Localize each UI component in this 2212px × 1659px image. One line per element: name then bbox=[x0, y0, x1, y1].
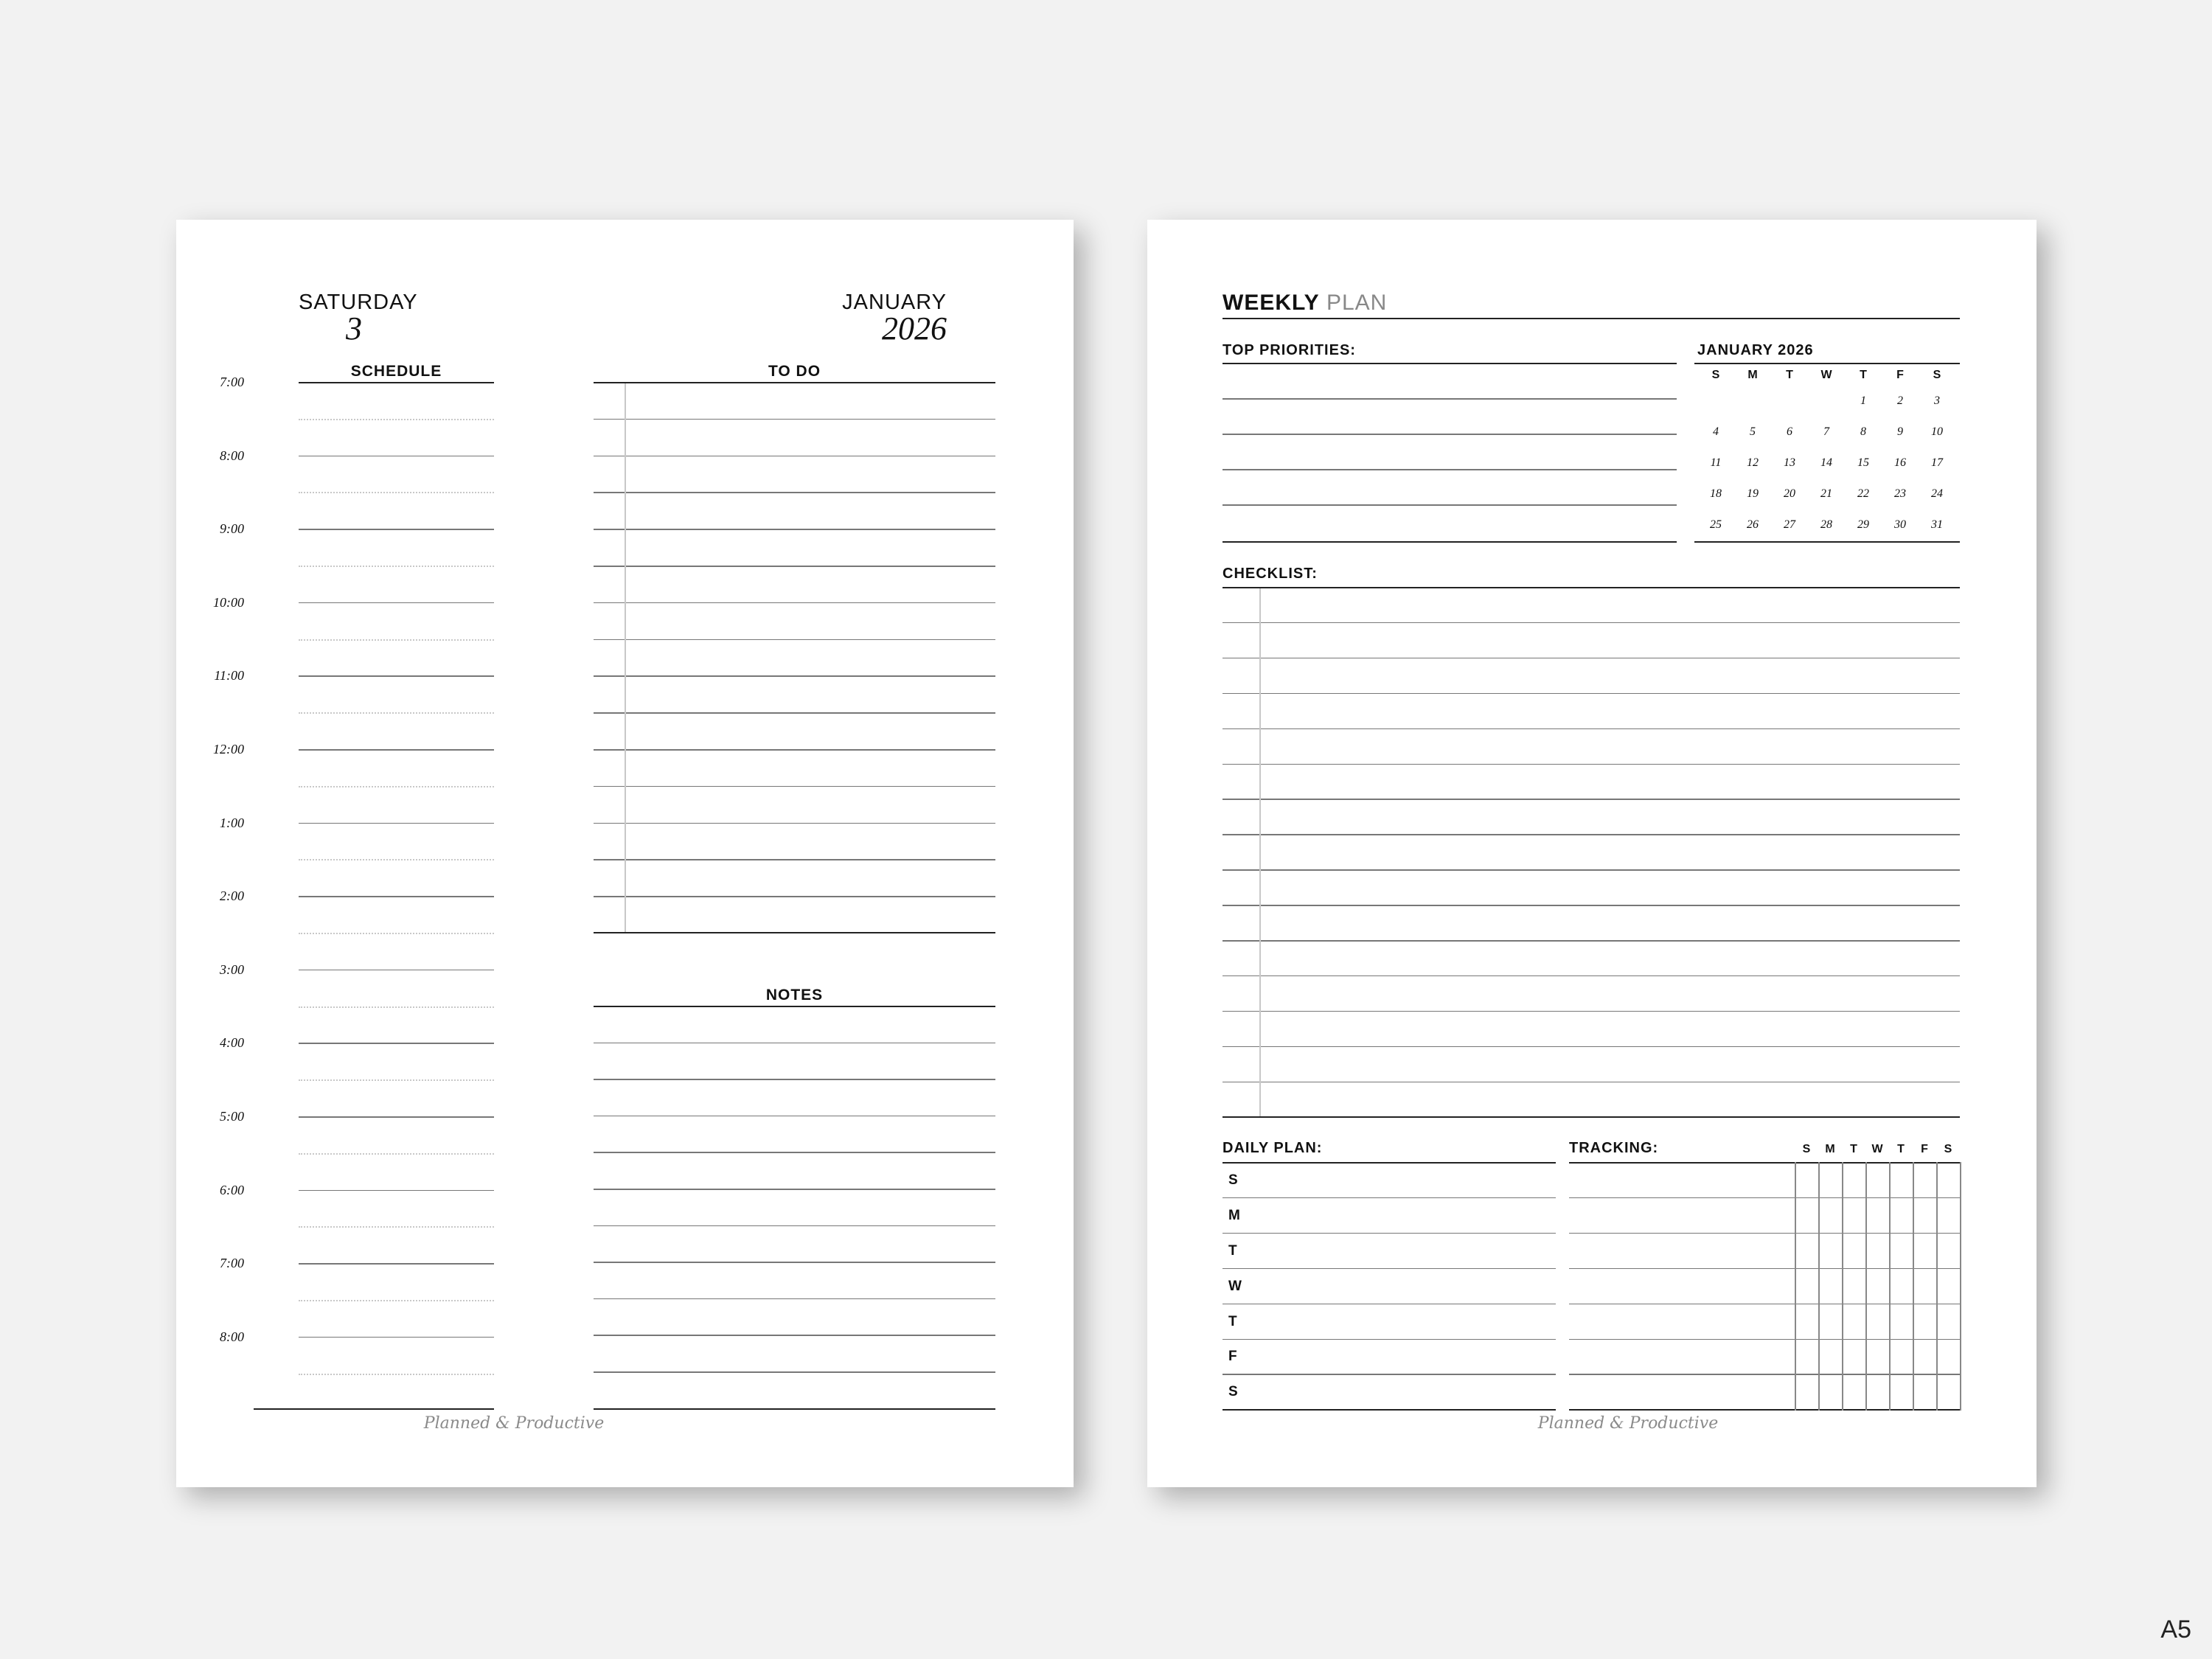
calendar-day: 14 bbox=[1820, 456, 1832, 469]
calendar-weekday-header: F bbox=[1896, 369, 1904, 381]
schedule-half-line bbox=[299, 1300, 494, 1301]
todo-line bbox=[594, 712, 995, 714]
title-rule bbox=[1222, 318, 1960, 319]
calendar-weekday-header: T bbox=[1860, 369, 1867, 381]
tracking-grid-column bbox=[1960, 1162, 1961, 1411]
calendar-day: 16 bbox=[1894, 456, 1906, 469]
tracking-line bbox=[1569, 1374, 1960, 1375]
calendar-day: 31 bbox=[1931, 518, 1943, 531]
schedule-hour-line bbox=[299, 1190, 494, 1192]
notes-line bbox=[594, 1116, 995, 1117]
todo-line bbox=[594, 896, 995, 897]
todo-heading: TO DO bbox=[768, 363, 821, 380]
tracking-weekday-header: S bbox=[1802, 1143, 1811, 1155]
daily-plan-day: M bbox=[1228, 1207, 1240, 1223]
calendar-day: 17 bbox=[1931, 456, 1943, 469]
calendar-day: 21 bbox=[1820, 487, 1832, 500]
tracking-line bbox=[1569, 1409, 1960, 1411]
calendar-day: 24 bbox=[1931, 487, 1943, 500]
calendar-day: 27 bbox=[1784, 518, 1795, 531]
checklist-top-rule bbox=[1222, 587, 1960, 588]
checklist-line bbox=[1222, 905, 1960, 906]
checklist-line bbox=[1222, 940, 1960, 942]
calendar-day: 2 bbox=[1897, 394, 1903, 407]
schedule-half-line bbox=[299, 859, 494, 860]
checklist-line bbox=[1222, 1082, 1960, 1083]
tracking-weekday-header: F bbox=[1921, 1143, 1928, 1155]
hour-label: 9:00 bbox=[220, 521, 244, 537]
tracking-line bbox=[1569, 1268, 1960, 1270]
schedule-hour-line bbox=[299, 675, 494, 677]
todo-line bbox=[594, 786, 995, 787]
todo-checkbox-margin bbox=[625, 383, 626, 932]
todo-line bbox=[594, 566, 995, 567]
schedule-half-line bbox=[299, 1374, 494, 1375]
daily-page bbox=[176, 220, 1074, 1487]
hour-label: 7:00 bbox=[220, 375, 244, 389]
notes-line bbox=[594, 1262, 995, 1263]
year: 2026 bbox=[882, 310, 947, 347]
hour-label: 7:00 bbox=[220, 1256, 244, 1271]
calendar-day: 28 bbox=[1820, 518, 1832, 531]
checklist-line bbox=[1222, 975, 1960, 977]
calendar-day: 7 bbox=[1823, 425, 1829, 438]
schedule-hour-line bbox=[299, 749, 494, 751]
checklist-line bbox=[1222, 869, 1960, 871]
checklist-line bbox=[1222, 764, 1960, 765]
tracking-weekday-header: S bbox=[1944, 1143, 1952, 1155]
daily-plan-day: F bbox=[1228, 1349, 1237, 1365]
tracking-grid-column bbox=[1889, 1162, 1891, 1411]
schedule-hour-line bbox=[299, 1043, 494, 1044]
todo-line bbox=[594, 675, 995, 677]
notes-heading: NOTES bbox=[765, 987, 824, 1004]
daily-plan-day: S bbox=[1228, 1384, 1238, 1400]
tracking-grid-column bbox=[1842, 1162, 1843, 1411]
notes-line bbox=[594, 1335, 995, 1336]
calendar-day: 10 bbox=[1931, 425, 1943, 438]
tracking-grid-column bbox=[1795, 1162, 1796, 1411]
tracking-line bbox=[1569, 1304, 1960, 1305]
daily-plan-line bbox=[1222, 1197, 1556, 1199]
weekly-title-bold: WEEKLY bbox=[1222, 291, 1320, 315]
priority-line bbox=[1222, 504, 1677, 506]
tracking-label: TRACKING: bbox=[1569, 1140, 1659, 1156]
tracking-grid-column bbox=[1818, 1162, 1820, 1411]
calendar-day: 8 bbox=[1860, 425, 1866, 438]
tracking-grid-column bbox=[1913, 1162, 1914, 1411]
tracking-weekday-header: T bbox=[1850, 1143, 1857, 1155]
brand-logo: Planned & Productive bbox=[423, 1414, 605, 1433]
hour-label: 3:00 bbox=[220, 961, 244, 977]
schedule-half-line bbox=[299, 712, 494, 714]
todo-top-rule bbox=[594, 382, 995, 383]
hour-label: 6:00 bbox=[220, 1182, 244, 1197]
todo-bottom-rule bbox=[594, 932, 995, 933]
daily-plan-line bbox=[1222, 1304, 1556, 1305]
calendar-weekday-header: S bbox=[1933, 369, 1941, 381]
day-name: SATURDAY bbox=[299, 291, 418, 314]
calendar-day: 20 bbox=[1784, 487, 1795, 500]
hour-label: 4:00 bbox=[220, 1035, 244, 1051]
checklist-line bbox=[1222, 622, 1960, 624]
todo-line bbox=[594, 419, 995, 420]
calendar-day: 22 bbox=[1857, 487, 1869, 500]
tracking-line bbox=[1569, 1197, 1960, 1199]
calendar-day: 19 bbox=[1747, 487, 1759, 500]
checklist-line bbox=[1222, 658, 1960, 659]
schedule-half-line bbox=[299, 566, 494, 567]
schedule-half-line bbox=[299, 1079, 494, 1081]
daily-plan-line bbox=[1222, 1233, 1556, 1234]
notes-line bbox=[594, 1371, 995, 1373]
schedule-half-line bbox=[299, 1006, 494, 1008]
hour-label: 1:00 bbox=[220, 815, 244, 830]
priority-line bbox=[1222, 434, 1677, 435]
weekly-title-light: PLAN bbox=[1326, 291, 1388, 315]
notes-line bbox=[594, 1298, 995, 1300]
todo-line bbox=[594, 529, 995, 530]
schedule-hour-line bbox=[299, 456, 494, 457]
hour-label: 10:00 bbox=[213, 594, 244, 610]
daily-plan-line bbox=[1222, 1374, 1556, 1375]
weekly-title bbox=[1222, 291, 1387, 316]
schedule-half-line bbox=[299, 639, 494, 641]
daily-plan-line bbox=[1222, 1268, 1556, 1270]
notes-line bbox=[594, 1225, 995, 1227]
checklist-checkbox-margin bbox=[1259, 588, 1261, 1116]
calendar-day: 4 bbox=[1713, 425, 1719, 438]
calendar-weekday-header: M bbox=[1747, 369, 1758, 381]
checklist-line bbox=[1222, 693, 1960, 695]
schedule-half-line bbox=[299, 419, 494, 420]
calendar-bottom-rule bbox=[1694, 541, 1960, 543]
calendar-day: 12 bbox=[1747, 456, 1759, 469]
notes-top-rule bbox=[594, 1006, 995, 1007]
calendar-day: 23 bbox=[1894, 487, 1906, 500]
calendar-day: 3 bbox=[1934, 394, 1940, 407]
calendar-day: 15 bbox=[1857, 456, 1869, 469]
brand-logo: Planned & Productive bbox=[1537, 1414, 1719, 1433]
schedule-half-line bbox=[299, 786, 494, 787]
daily-plan-line bbox=[1222, 1409, 1556, 1411]
calendar-day: 11 bbox=[1710, 456, 1722, 469]
calendar-weekday-header: T bbox=[1786, 369, 1793, 381]
schedule-hour-line bbox=[299, 823, 494, 824]
checklist-bottom-rule bbox=[1222, 1116, 1960, 1118]
todo-line bbox=[594, 823, 995, 824]
schedule-hour-line bbox=[299, 1116, 494, 1118]
calendar-day: 26 bbox=[1747, 518, 1759, 531]
calendar-day: 6 bbox=[1787, 425, 1792, 438]
calendar-top-rule bbox=[1694, 363, 1960, 364]
checklist-line bbox=[1222, 834, 1960, 835]
calendar-day: 18 bbox=[1710, 487, 1722, 500]
schedule-heading: SCHEDULE bbox=[350, 363, 442, 380]
calendar-day: 5 bbox=[1750, 425, 1756, 438]
daily-plan-day: T bbox=[1228, 1242, 1237, 1259]
notes-line bbox=[594, 1079, 995, 1080]
calendar-weekday-header: S bbox=[1711, 369, 1720, 381]
todo-line bbox=[594, 492, 995, 493]
schedule-top-rule bbox=[299, 382, 494, 383]
hour-label: 11:00 bbox=[214, 668, 244, 684]
tracking-weekday-header: W bbox=[1871, 1143, 1883, 1155]
calendar-day: 25 bbox=[1710, 518, 1722, 531]
size-tag: A5 bbox=[2160, 1615, 2191, 1644]
schedule-half-line bbox=[299, 492, 494, 493]
todo-line bbox=[594, 602, 995, 604]
tracking-weekday-header: M bbox=[1825, 1143, 1835, 1155]
tracking-grid-column bbox=[1936, 1162, 1938, 1411]
notes-line bbox=[594, 1189, 995, 1190]
priorities-bottom-rule bbox=[1222, 541, 1677, 543]
hour-label: 8:00 bbox=[220, 448, 244, 463]
tracking-top-rule bbox=[1569, 1162, 1960, 1164]
tracking-line bbox=[1569, 1233, 1960, 1234]
tracking-line bbox=[1569, 1339, 1960, 1340]
schedule-bottom-rule bbox=[254, 1408, 494, 1410]
todo-line bbox=[594, 639, 995, 641]
calendar-day: 30 bbox=[1894, 518, 1906, 531]
todo-line bbox=[594, 749, 995, 751]
checklist-label: CHECKLIST: bbox=[1222, 566, 1318, 582]
priority-line bbox=[1222, 469, 1677, 470]
weekly-page bbox=[1147, 220, 2037, 1487]
checklist-line bbox=[1222, 728, 1960, 730]
hour-label: 2:00 bbox=[220, 888, 244, 904]
calendar-day: 29 bbox=[1857, 518, 1869, 531]
checklist-line bbox=[1222, 1046, 1960, 1048]
hour-label: 12:00 bbox=[213, 742, 244, 757]
schedule-hour-line bbox=[299, 1337, 494, 1338]
tracking-weekday-header: T bbox=[1897, 1143, 1905, 1155]
hour-label: 5:00 bbox=[220, 1109, 244, 1124]
priority-line bbox=[1222, 398, 1677, 400]
checklist-line bbox=[1222, 1011, 1960, 1012]
todo-line bbox=[594, 456, 995, 457]
schedule-half-line bbox=[299, 933, 494, 934]
daily-plan-day: S bbox=[1228, 1172, 1238, 1188]
top-priorities-label: TOP PRIORITIES: bbox=[1222, 342, 1356, 358]
schedule-half-line bbox=[299, 1226, 494, 1228]
daily-plan-day: T bbox=[1228, 1313, 1237, 1329]
calendar-weekday-header: W bbox=[1820, 369, 1832, 381]
schedule-hour-line bbox=[299, 896, 494, 897]
schedule-hour-line bbox=[299, 1263, 494, 1265]
hour-label: 8:00 bbox=[220, 1329, 244, 1344]
calendar-day: 1 bbox=[1860, 394, 1866, 407]
notes-line bbox=[594, 1152, 995, 1153]
calendar-title: JANUARY 2026 bbox=[1697, 342, 1814, 358]
day-number: 3 bbox=[346, 310, 362, 347]
daily-plan-label: DAILY PLAN: bbox=[1222, 1140, 1323, 1156]
schedule-hour-line bbox=[299, 529, 494, 530]
schedule-hour-line bbox=[299, 970, 494, 971]
month-name: JANUARY bbox=[842, 291, 947, 314]
daily-plan-day: W bbox=[1228, 1278, 1242, 1294]
schedule-hour-line bbox=[299, 602, 494, 604]
notes-bottom-rule bbox=[594, 1408, 995, 1410]
todo-line bbox=[594, 859, 995, 860]
calendar-day: 13 bbox=[1784, 456, 1795, 469]
notes-line bbox=[594, 1043, 995, 1044]
priorities-top-rule bbox=[1222, 363, 1677, 364]
tracking-grid-column bbox=[1865, 1162, 1867, 1411]
schedule-half-line bbox=[299, 1153, 494, 1155]
calendar-day: 9 bbox=[1897, 425, 1903, 438]
daily-plan-top-rule bbox=[1222, 1162, 1556, 1164]
daily-plan-line bbox=[1222, 1339, 1556, 1340]
checklist-line bbox=[1222, 799, 1960, 800]
